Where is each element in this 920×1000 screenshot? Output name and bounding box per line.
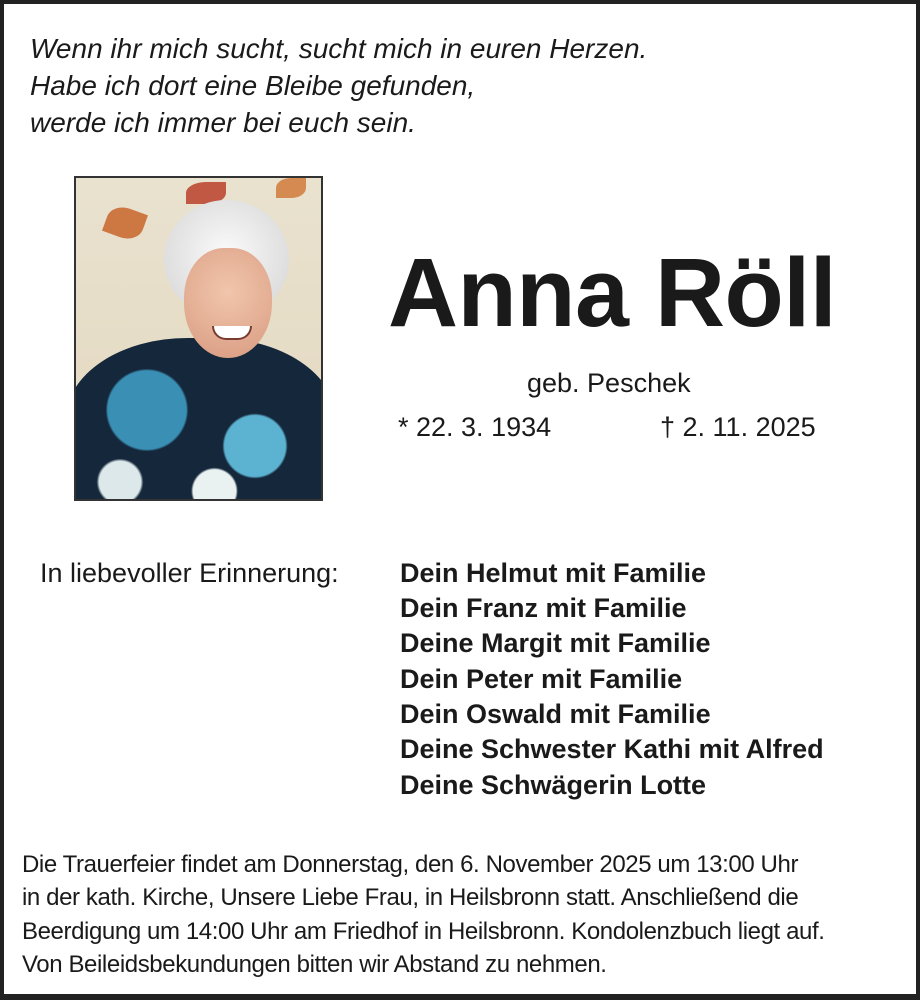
mourner-name: Deine Schwägerin Lotte xyxy=(400,770,707,800)
deceased-name: Anna Röll xyxy=(388,238,837,347)
funeral-info-line: Von Beileidsbekundungen bitten wir Abstand zu nehmen. xyxy=(22,951,607,978)
mourner-name: Deine Schwester Kathi mit Alfred xyxy=(400,734,824,764)
mourner-name: Dein Oswald mit Familie xyxy=(400,699,711,729)
mourners-label: In liebevoller Erinnerung: xyxy=(40,558,339,588)
birth-date: * 22. 3. 1934 xyxy=(398,412,552,442)
funeral-info-line: in der kath. Kirche, Unsere Liebe Frau, in Heilsbronn statt. Anschließend die xyxy=(22,884,799,911)
verse-line: Habe ich dort eine Bleibe gefunden, xyxy=(30,70,476,101)
funeral-info-line: Beerdigung um 14:00 Uhr am Friedhof in Heilsbronn. Kondolenzbuch liegt auf. xyxy=(22,918,825,945)
funeral-info-line: Die Trauerfeier findet am Donnerstag, den 6. November 2025 um 13:00 Uhr xyxy=(22,851,799,878)
mourner-name: Dein Helmut mit Familie xyxy=(400,558,707,588)
mourner-name: Dein Peter mit Familie xyxy=(400,664,683,694)
verse-line: Wenn ihr mich sucht, sucht mich in euren Herzen. xyxy=(30,33,648,64)
birth-name: geb. Peschek xyxy=(527,368,691,398)
mourner-name: Deine Margit mit Familie xyxy=(400,628,711,658)
portrait-photo xyxy=(74,176,323,501)
verse-line: werde ich immer bei euch sein. xyxy=(30,107,416,138)
death-date: † 2. 11. 2025 xyxy=(660,412,816,442)
mourner-name: Dein Franz mit Familie xyxy=(400,593,687,623)
